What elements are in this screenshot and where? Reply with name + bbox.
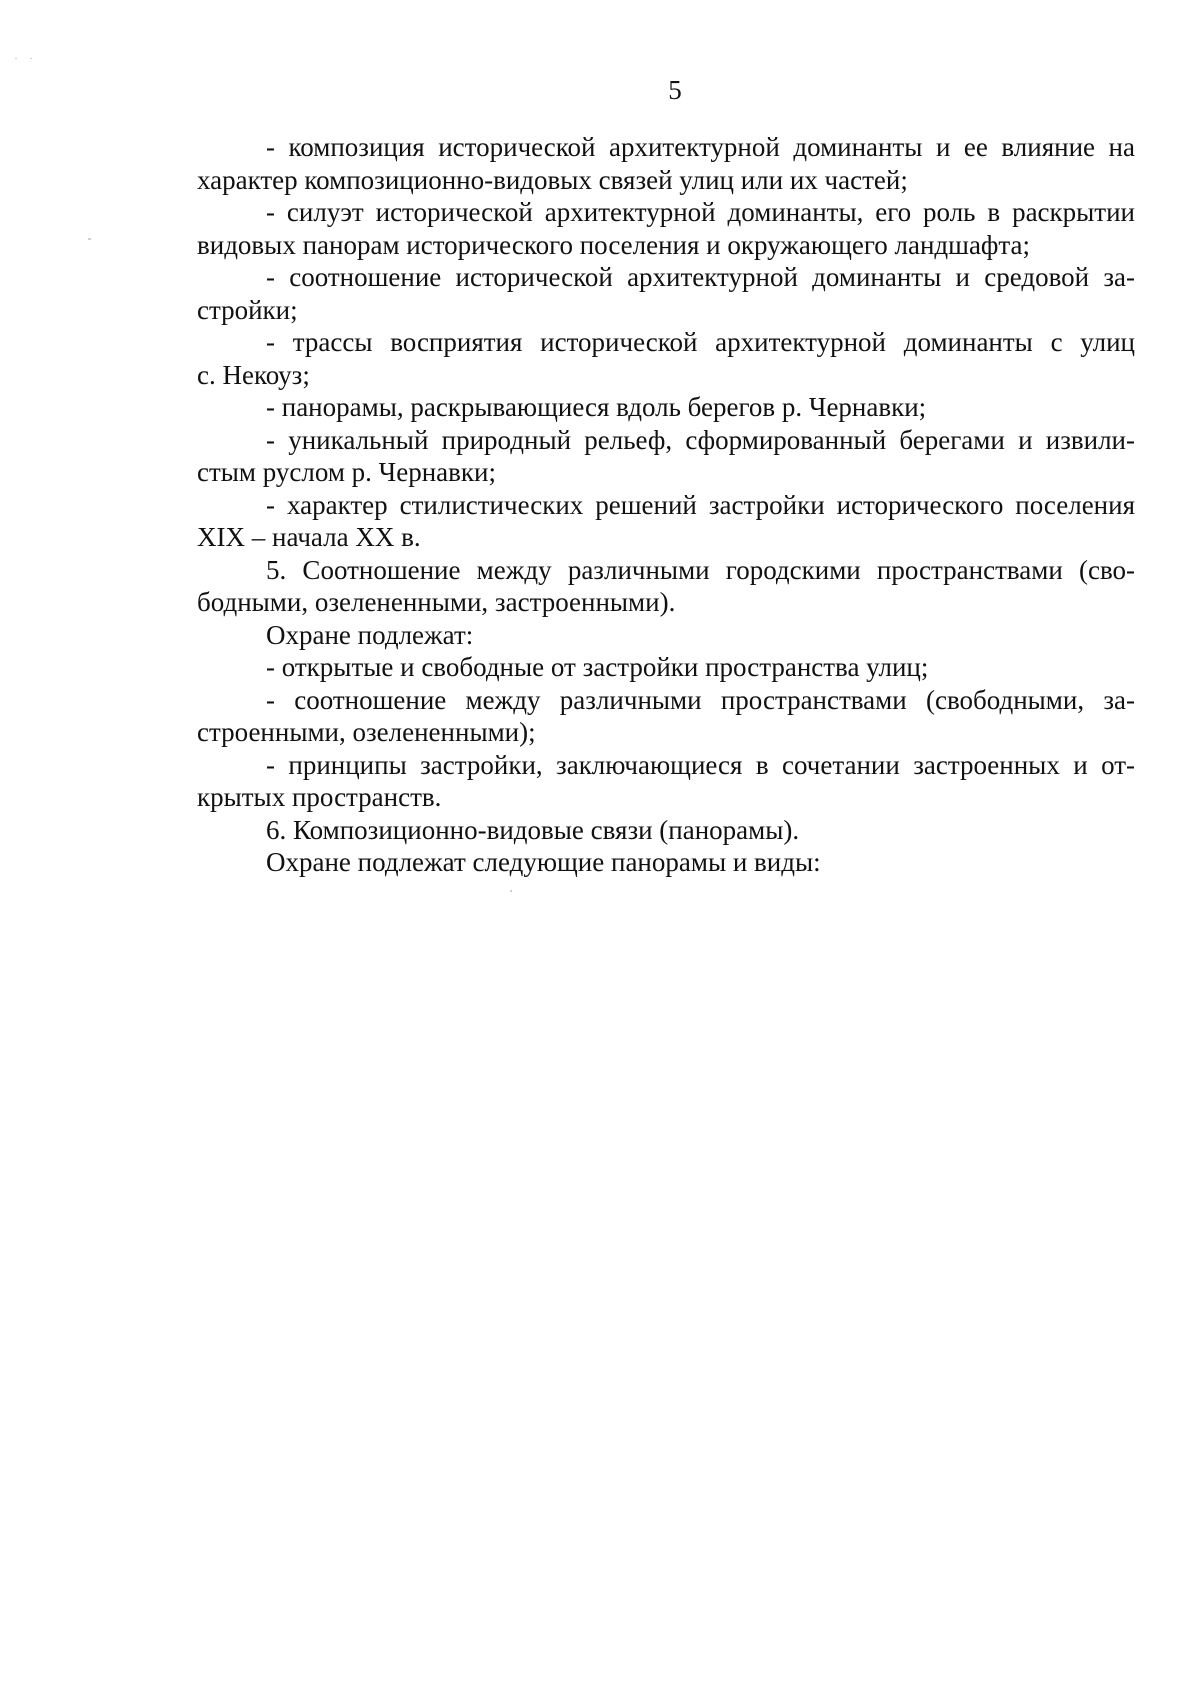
text-line: с. Некоуз; (197, 359, 310, 390)
scan-artifact (30, 58, 32, 59)
text-line: - силуэт исторической архитектурной доминанты, его роль в раскрытии (266, 197, 1135, 227)
text-line: - трассы восприятия исторической архитектурной доминанты с улиц (266, 327, 1135, 357)
text-line: крытых пространств. (197, 782, 442, 812)
scan-artifact (15, 58, 17, 59)
scan-artifact (510, 890, 512, 892)
text-line: - уникальный природный рельеф, сформированный берегами и извили- (266, 424, 1135, 455)
text-line: - открытые и свободные от застройки пространства улиц; (266, 652, 929, 682)
text-line: - композиция исторической архитектурной доминанты и ее влияние на (266, 132, 1135, 162)
text-line: - панорамы, раскрывающиеся вдоль берегов р. Чернавки; (266, 392, 927, 422)
page-number: 5 (668, 75, 682, 105)
text-line: Охране подлежат следующие панорамы и виды: (266, 847, 821, 877)
text-line: 5. Соотношение между различными городскими пространствами (сво- (266, 554, 1135, 585)
text-line: - соотношение исторической архитектурной доминанты и средовой за- (266, 262, 1135, 292)
document-body (197, 131, 1135, 879)
text-line: 6. Композиционно-видовые связи (панорамы). (266, 814, 800, 845)
text-line: - соотношение между различными пространствами (свободными, за- (266, 684, 1135, 715)
text-line: бодными, озелененными, застроенными). (197, 587, 676, 617)
text-line: XIX – начала XX в. (197, 522, 421, 552)
text-line: Охране подлежат: (266, 619, 474, 650)
text-line: характер композиционно-видовых связей улиц или их частей; (197, 164, 908, 195)
scan-artifact (88, 238, 91, 240)
text-line: стройки; (197, 294, 298, 325)
text-line: - принципы застройки, заключающиеся в сочетании застроенных и от- (266, 749, 1135, 780)
text-line: - характер стилистических решений застройки исторического поселения (266, 489, 1135, 520)
text-line: строенными, озелененными); (197, 717, 536, 747)
text-line: видовых панорам исторического поселения и окружающего ландшафта; (197, 229, 1031, 260)
text-line: стым руслом р. Чернавки; (197, 457, 496, 487)
